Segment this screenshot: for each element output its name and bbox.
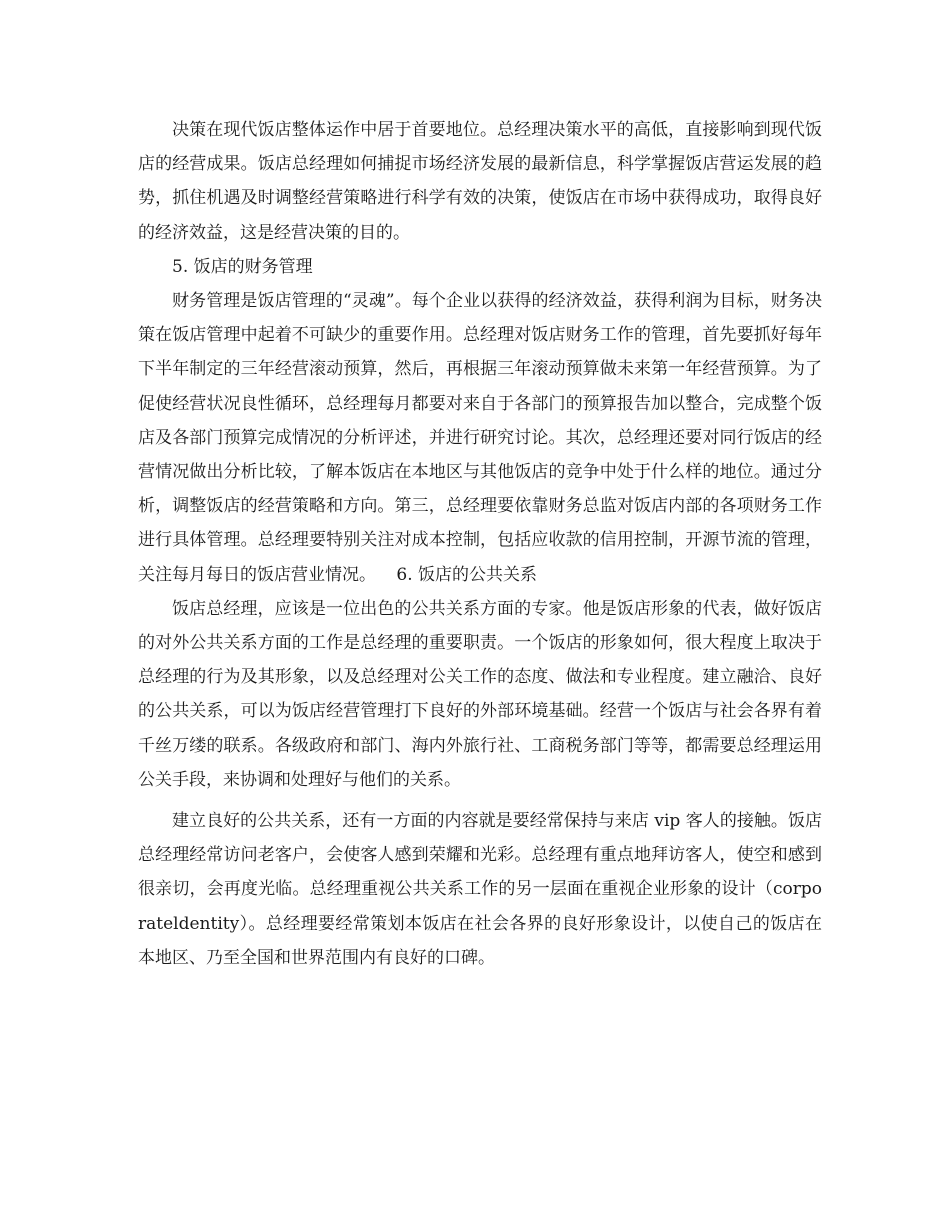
paragraph-public-relations: 饭店总经理，应该是一位出色的公共关系方面的专家。他是饭店形象的代表，做好饭店的对外公共关系方面的工作是总经理的重要职责。一个饭店的形象如何，很大程度上取决于总经理的行为及其形象，以及总经理对公关工作的态度、做法和专业程度。建立融洽、良好的公共关系，可以为饭店经营管理打下良好的外部环境基础。经营一个饭店与社会各界有着千丝万缕的联系。各级政府和部门、海内外旅行社、工商税务部门等等，都需要总经理运用公关手段，来协调和处理好与他们的关系。 bbox=[138, 598, 822, 790]
paragraph-financial-management bbox=[138, 284, 822, 592]
paragraph-financial-management-text: 财务管理是饭店管理的“灵魂”。每个企业以获得的经济效益，获得利润为目标，财务决策在饭店管理中起着不可缺少的重要作用。总经理对饭店财务工作的管理，首先要抓好每年下半年制定的三年经营滚动预算，然后，再根据三年滚动预算做未来第一年经营预算。为了促使经营状况良性循环，总经理每月都要对来自于各部门的预算报告加以整合，完成整个饭店及各部门预算完成情况的分析评述，并进行研究讨论。其次，总经理还要对同行饭店的经营情况做出分析比较，了解本饭店在本地区与其他饭店的竞争中处于什么样的地位。通过分析，调整饭店的经营策略和方向。第三，总经理要依靠财务总监对饭店内部的各项财务工作进行具体管理。总经理要特别关注对成本控制，包括应收款的信用控制，开源节流的管理，关注每月每日的饭店营业情况。 bbox=[138, 291, 822, 585]
document-page bbox=[138, 113, 822, 975]
paragraph-decision-making: 决策在现代饭店整体运作中居于首要地位。总经理决策水平的高低，直接影响到现代饭店的经营成果。饭店总经理如何捕捉市场经济发展的最新信息，科学掌握饭店营运发展的趋势，抓住机遇及时调整经营策略进行科学有效的决策，使饭店在市场中获得成功，取得良好的经济效益，这是经营决策的目的。 bbox=[138, 120, 822, 243]
section-heading-public-relations: 6. 饭店的公共关系 bbox=[396, 564, 538, 585]
paragraph-vip-relations: 建立良好的公共关系，还有一方面的内容就是要经常保持与来店 vip 客人的接触。饭店总经理经常访问老客户，会使客人感到荣耀和光彩。总经理有重点地拜访客人，使空和感到很亲切，会再度光临。总经理重视公共关系工作的另一层面在重视企业形象的设计（corporateldentity）。总经理要经常策划本饭店在社会各界的良好形象设计，以使自己的饭店在本地区、乃至全国和世界范围内有良好的口碑。 bbox=[138, 811, 822, 968]
section-heading-finance: 5. 饭店的财务管理 bbox=[172, 256, 313, 277]
